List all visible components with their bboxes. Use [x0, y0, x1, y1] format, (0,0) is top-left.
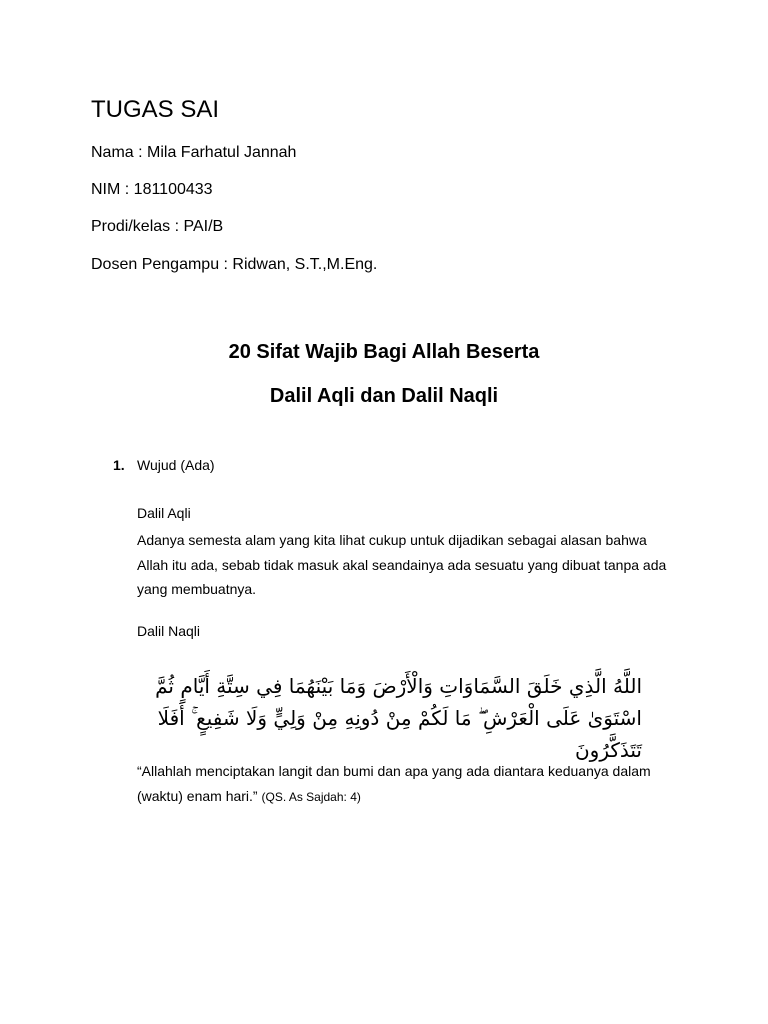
student-class: Prodi/kelas : PAI/B	[91, 218, 224, 235]
document-title: TUGAS SAI	[91, 96, 220, 123]
dalil-naqli-label: Dalil Naqli	[137, 623, 201, 639]
lecturer: Dosen Pengampu : Ridwan, S.T.,M.Eng.	[91, 256, 378, 273]
verse-translation	[137, 759, 677, 810]
arabic-verse: اللَّهُ الَّذِي خَلَقَ السَّمَاوَاتِ وَالْأَرْضَ وَمَا بَيْنَهُمَا فِي سِتَّةِ أَيَّامٍ ثُمَّ اسْتَوَىٰ عَلَى الْعَرْشِ ۖ مَا لَكُمْ مِنْ دُونِهِ مِنْ وَلِيٍّ وَلَا شَفِيعٍ ۚ أَفَلَا تَتَذَكَّرُونَ	[155, 674, 642, 762]
verse-reference: (QS. As Sajdah: 4)	[261, 790, 361, 804]
section-heading-line2: Dalil Aqli dan Dalil Naqli	[269, 385, 499, 407]
translation-text: “Allahlah menciptakan langit dan bumi dan apa yang ada diantara keduanya dalam (waktu) enam hari.”	[137, 763, 651, 804]
student-nim: NIM : 181100433	[91, 181, 213, 198]
list-item-number: 1.	[113, 457, 125, 473]
dalil-aqli-text: Adanya semesta alam yang kita lihat cukup untuk dijadikan sebagai alasan bahwa Allah itu ada, sebab tidak masuk akal seandainya ada sesuatu yang dibuat tanpa ada yang membuatnya.	[137, 532, 667, 597]
student-name: Nama : Mila Farhatul Jannah	[91, 144, 297, 161]
section-heading-line1: 20 Sifat Wajib Bagi Allah Beserta	[228, 341, 540, 363]
dalil-aqli-label: Dalil Aqli	[137, 505, 191, 521]
list-item-title: Wujud (Ada)	[137, 457, 215, 473]
